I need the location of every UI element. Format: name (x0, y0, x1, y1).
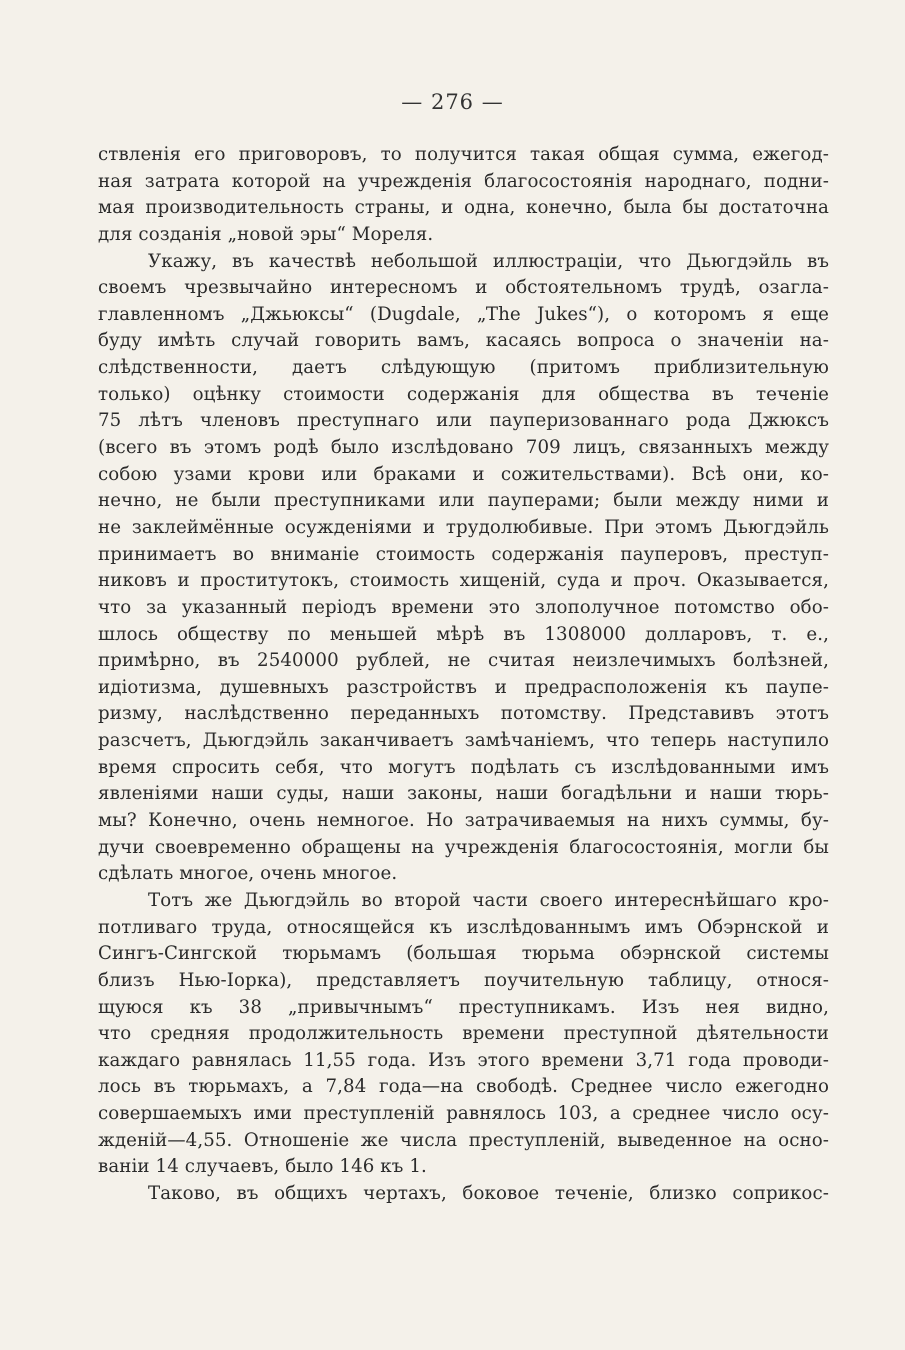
text-line: принимаетъ во вниманіе стоимость содержанія пауперовъ, преступ- (98, 543, 829, 565)
text-line: что средняя продолжительность времени преступной дѣятельности (98, 1023, 829, 1045)
text-line: близъ Нью-Іорка), представляетъ поучительную таблицу, относя- (98, 969, 829, 991)
text-line: сдѣлать многое, очень многое. (98, 863, 398, 885)
text-line: для созданія „новой эры“ Мореля. (98, 223, 434, 245)
text-line: лось въ тюрьмахъ, а 7,84 года—на свободѣ. Среднее число ежегодно (98, 1076, 829, 1098)
text-line: нечно, не были преступниками или пауперами; были между ними и (98, 490, 829, 512)
text-line: разсчетъ, Дьюгдэйль заканчиваетъ замѣчаніемъ, что теперь наступило (98, 730, 829, 752)
text-line: дучи своевременно обращены на учрежденія благосостоянія, могли бы (98, 836, 829, 858)
text-line: что за указанный періодъ времени это злополучное потомство обо- (98, 596, 829, 618)
page-number: — 276 — (401, 90, 504, 114)
text-line: своемъ чрезвычайно интересномъ и обстоятельномъ трудѣ, озагла- (98, 277, 829, 299)
text-line: 75 лѣтъ членовъ преступнаго или пауперизованнаго рода Джюксъ (98, 410, 829, 432)
text-line: ризму, наслѣдственно переданныхъ потомству. Представивъ этотъ (98, 703, 829, 725)
text-line: совершаемыхъ ими преступленій равнялось 103, а среднее число осу- (98, 1103, 829, 1125)
text-line: (всего въ этомъ родѣ было изслѣдовано 709 лицъ, связанныхъ между (98, 437, 829, 459)
text-line: только) оцѣнку стоимости содержанія для общества въ теченіе (98, 383, 829, 405)
paragraph-first-line: Тотъ же Дьюгдэйль во второй части своего интереснѣйшаго кро- (148, 889, 829, 911)
text-line: жденій—4,55. Отношеніе же числа преступленій, выведенное на осно- (98, 1129, 829, 1151)
text-line: никовъ и проститутокъ, стоимость хищеній, суда и проч. Оказывается, (98, 570, 829, 592)
text-line: ная затрата которой на учрежденія благосостоянія народнаго, подни- (98, 170, 829, 192)
text-line: явленіями наши суды, наши законы, наши богадѣльни и наши тюрь- (98, 783, 829, 805)
paragraph-first-line: Укажу, въ качествѣ небольшой иллюстраціи, что Дьюгдэйль въ (148, 250, 829, 272)
text-line: слѣдственности, даетъ слѣдующую (притомъ приблизительную (98, 357, 829, 379)
text-line: время спросить себя, что могутъ подѣлать съ изслѣдованными имъ (98, 756, 829, 778)
text-line: буду имѣть случай говорить вамъ, касаясь вопроса о значеніи на- (98, 330, 829, 352)
text-line: собою узами крови или браками и сожительствами). Всѣ они, ко- (98, 463, 829, 485)
text-line: главленномъ „Джьюксы“ (Dugdale, „The Jukes“), о которомъ я еще (98, 303, 829, 325)
text-line: каждаго равнялась 11,55 года. Изъ этого времени 3,71 года проводи- (98, 1049, 829, 1071)
paragraph-first-line: Таково, въ общихъ чертахъ, боковое теченіе, близко соприкос- (148, 1182, 829, 1204)
text-line: ваніи 14 случаевъ, было 146 къ 1. (98, 1156, 427, 1178)
body-text (98, 142, 829, 1208)
text-line: примѣрно, въ 2540000 рублей, не считая неизлечимыхъ болѣзней, (98, 650, 829, 672)
text-line: потливаго труда, относящейся къ изслѣдованнымъ имъ Обэрнской и (98, 916, 829, 938)
text-line: ствленія его приговоровъ, то получится такая общая сумма, ежегод- (98, 144, 829, 165)
text-line: Сингъ-Сингской тюрьмамъ (большая тюрьма обэрнской системы (98, 943, 829, 965)
text-line: мы? Конечно, очень немногое. Но затрачиваемыя на нихъ суммы, бу- (98, 810, 829, 832)
text-line: шлось обществу по меньшей мѣрѣ въ 1308000 долларовъ, т. е., (98, 623, 829, 645)
text-line: щуюся къ 38 „привычнымъ“ преступникамъ. Изъ нея видно, (98, 996, 829, 1018)
text-line: идіотизма, душевныхъ разстройствъ и предрасположенія къ паупе- (98, 676, 829, 698)
text-line: не заклеймённые осужденіями и трудолюбивые. При этомъ Дьюгдэйль (98, 516, 829, 538)
text-line: мая производительность страны, и одна, конечно, была бы достаточна (98, 197, 829, 219)
